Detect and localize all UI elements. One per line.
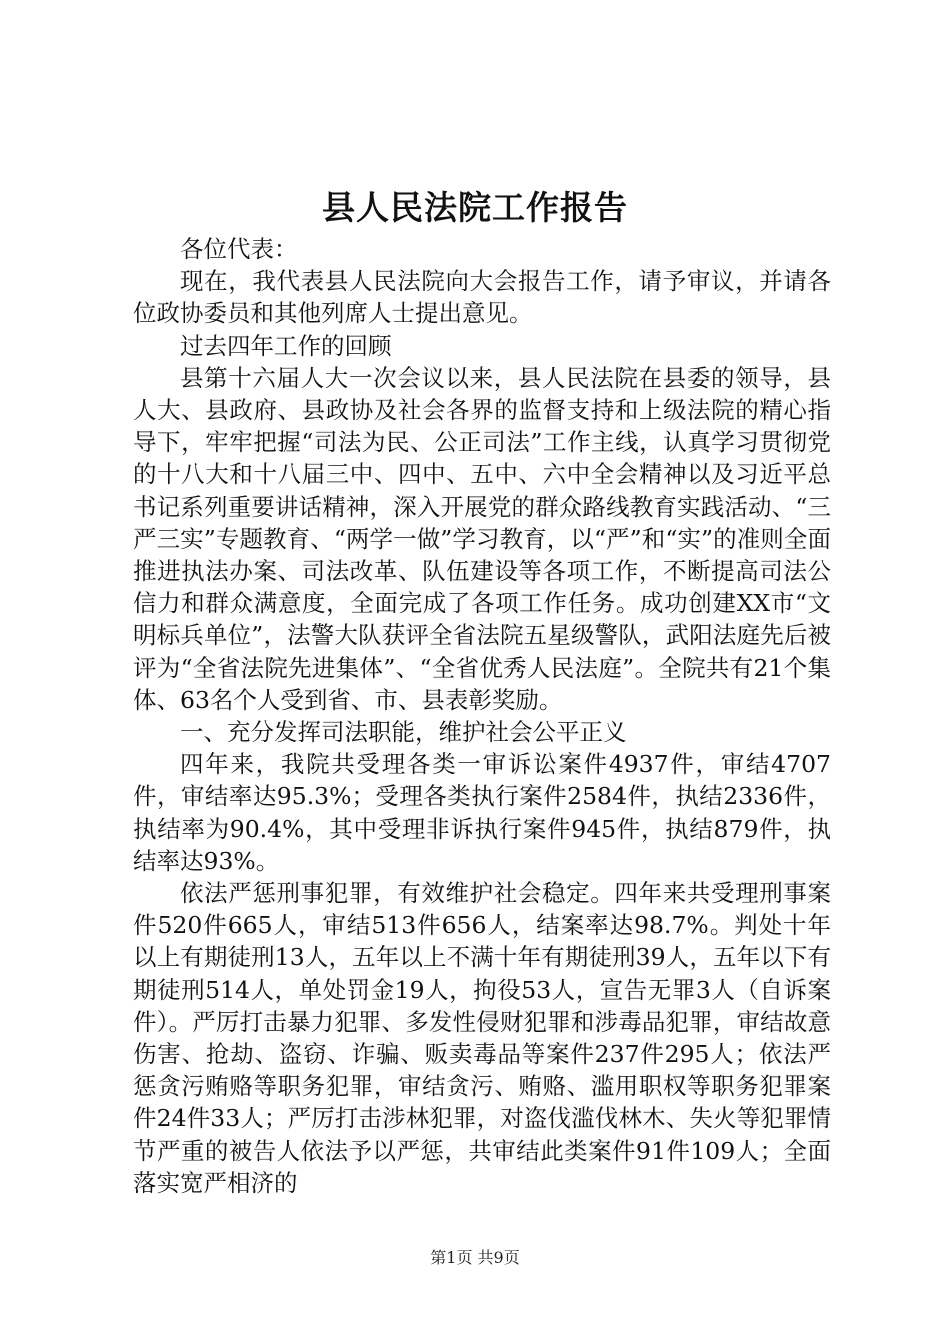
section-heading-judicial-function: 一、充分发挥司法职能，维护社会公平正义 <box>180 718 627 747</box>
document-title: 县人民法院工作报告 <box>322 188 628 227</box>
case-statistics-paragraph: 四年来，我院共受理各类一审诉讼案件4937件，审结4707件，审结率达95.3%；受理各类执行案件2584件，执结2336件，执结率为90.4%，其中受理非诉执行案件945件，执结879件，执结率达93%。 <box>133 750 831 875</box>
criminal-cases-paragraph: 依法严惩刑事犯罪，有效维护社会稳定。四年来共受理刑事案件520件665人，审结513件656人，结案率达98.7%。判处十年以上有期徒刑13人，五年以上不满十年有期徒刑39人，五年以下有期徒刑514人，单处罚金19人，拘役53人，宣告无罪3人（自诉案件）。严厉打击暴力犯罪、多发性侵财犯罪和涉毒品犯罪，审结故意伤害、抢劫、盗窃、诈骗、贩卖毒品等案件237件295人；依法严惩贪污贿赂等职务犯罪，审结贪污、贿赂、滥用职权等职务犯罪案件24件33人；严厉打击涉林犯罪，对盗伐滥伐林木、失火等犯罪情节严重的被告人依法予以严惩，共审结此类案件91件109人；全面落实宽严相济的 <box>133 879 831 1197</box>
page-number-footer: 第1页 共9页 <box>430 1248 520 1267</box>
intro-paragraph: 现在，我代表县人民法院向大会报告工作，请予审议，并请各位政协委员和其他列席人士提出意见。 <box>133 267 831 328</box>
section-heading-review: 过去四年工作的回顾 <box>180 331 392 360</box>
review-paragraph: 县第十六届人大一次会议以来，县人民法院在县委的领导，县人大、县政府、县政协及社会各界的监督支持和上级法院的精心指导下，牢牢把握“司法为民、公正司法”工作主线，认真学习贯彻党的十八大和十八届三中、四中、五中、六中全会精神以及习近平总书记系列重要讲话精神，深入开展党的群众路线教育实践活动、“三严三实”专题教育、“两学一做”学习教育，以“严”和“实”的准则全面推进执法办案、司法改革、队伍建设等各项工作，不断提高司法公信力和群众满意度，全面完成了各项工作任务。成功创建XX市“文明标兵单位”，法警大队获评全省法院五星级警队，武阳法庭先后被评为“全省法院先进集体”、“全省优秀人民法庭”。全院共有21个集体、63名个人受到省、市、县表彰奖励。 <box>133 363 831 714</box>
document-body <box>133 233 831 1199</box>
salutation-paragraph: 各位代表： <box>180 235 298 263</box>
